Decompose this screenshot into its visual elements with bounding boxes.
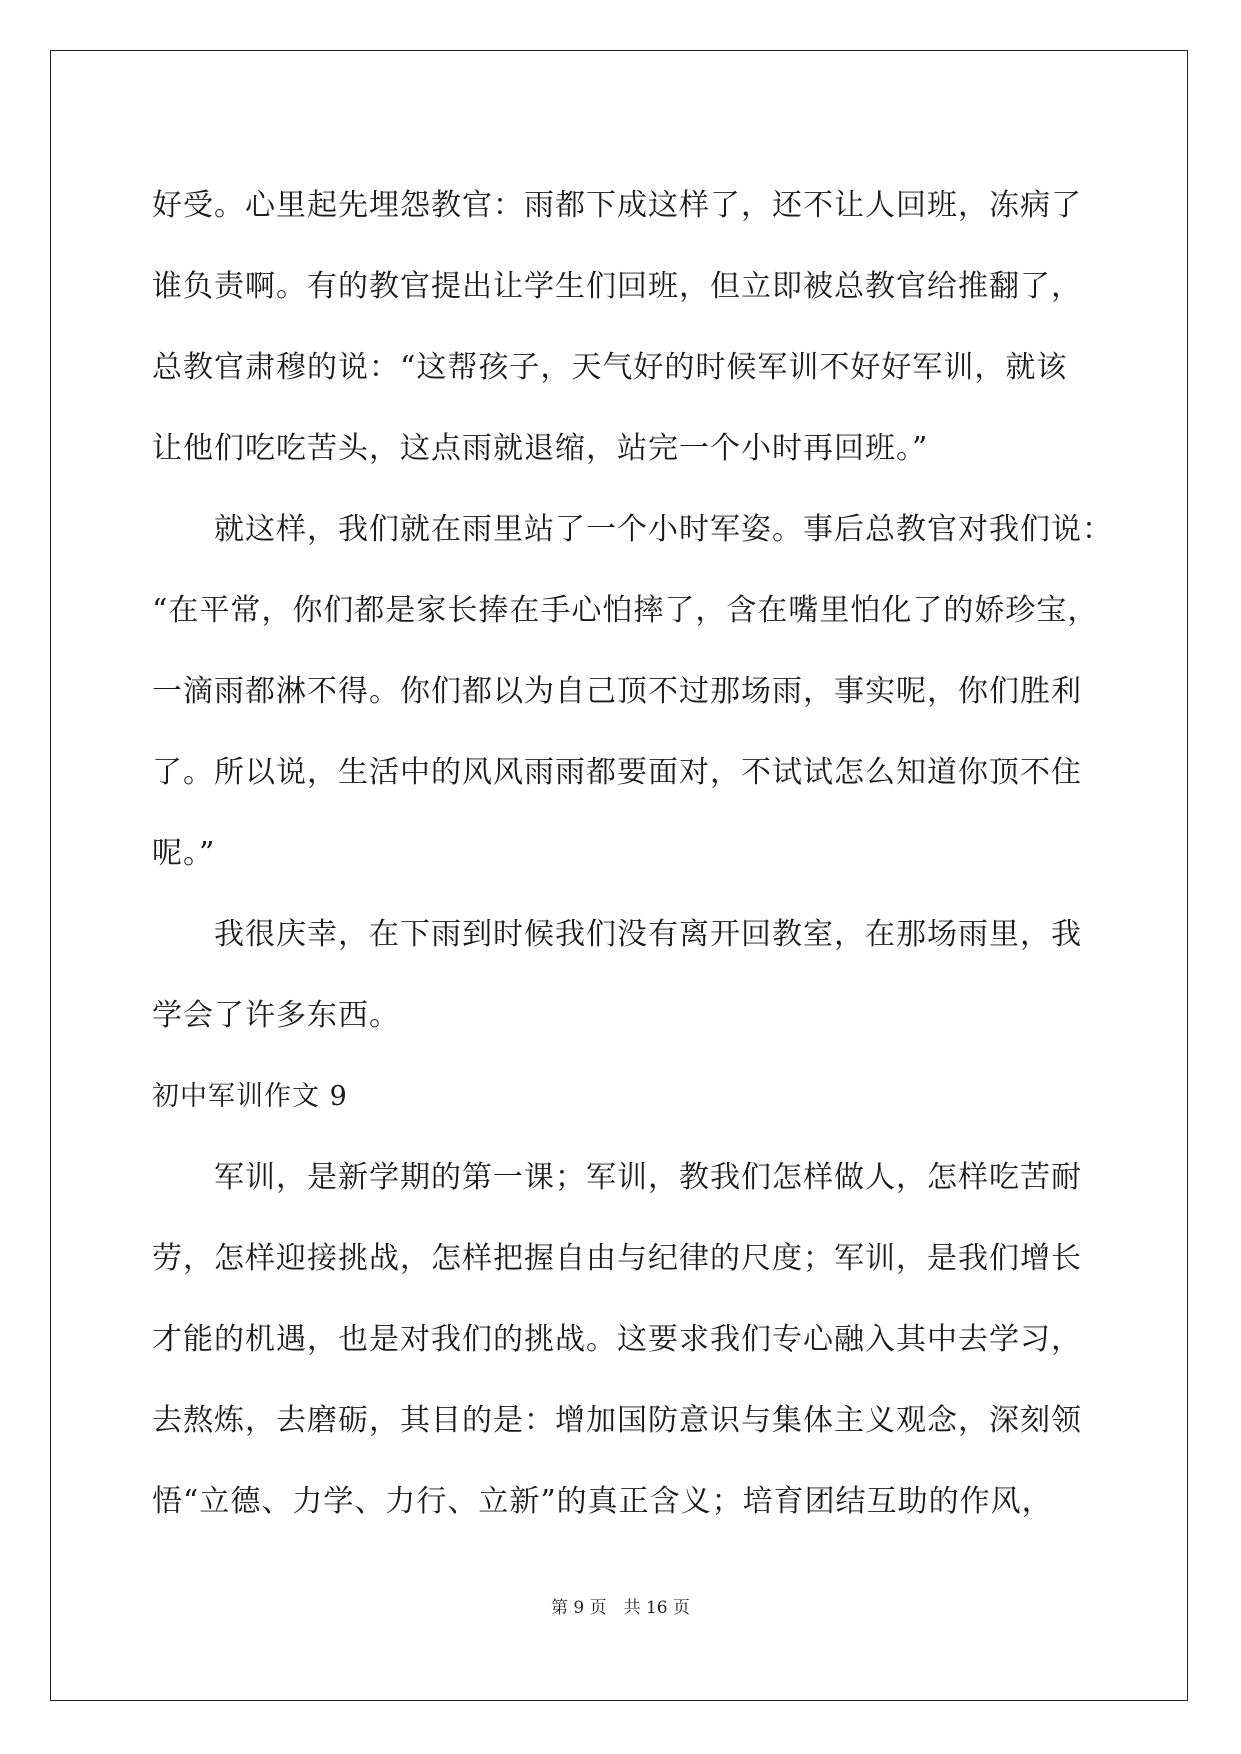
text-line: 学会了许多东西。	[152, 998, 400, 1033]
page-number-footer: 第 9 页 共 16 页	[550, 1598, 691, 1618]
section-heading: 初中军训作文 9	[152, 1081, 348, 1112]
text-line: 悟“立德、力学、力行、立新”的真正含义；培育团结互助的作风，	[152, 1484, 1053, 1519]
text-line: 总教官肃穆的说：“这帮孩子，天气好的时候军训不好好军训，就该	[152, 350, 1068, 385]
text-line: 劳，怎样迎接挑战，怎样把握自由与纪律的尺度；军训，是我们增长	[152, 1241, 1082, 1276]
paragraph-first-line: 我很庆幸，在下雨到时候我们没有离开回教室，在那场雨里，我	[214, 917, 1082, 952]
document-body	[152, 165, 1113, 1542]
paragraph-first-line: 军训，是新学期的第一课；军训，教我们怎样做人，怎样吃苦耐	[214, 1160, 1082, 1195]
text-line: 呢。”	[152, 836, 216, 871]
text-line: 才能的机遇，也是对我们的挑战。这要求我们专心融入其中去学习，	[152, 1322, 1082, 1357]
text-line: “在平常，你们都是家长捧在手心怕摔了，含在嘴里怕化了的娇珍宝，	[152, 593, 1099, 628]
text-line: 谁负责啊。有的教官提出让学生们回班，但立即被总教官给推翻了，	[152, 269, 1082, 304]
text-line: 去熬炼，去磨砺，其目的是：增加国防意识与集体主义观念，深刻领	[152, 1403, 1082, 1438]
paragraph-first-line: 就这样，我们就在雨里站了一个小时军姿。事后总教官对我们说：	[214, 512, 1113, 547]
text-line: 让他们吃吃苦头，这点雨就退缩，站完一个小时再回班。”	[152, 431, 929, 466]
text-line: 一滴雨都淋不得。你们都以为自己顶不过那场雨，事实呢，你们胜利	[152, 674, 1082, 709]
text-line: 好受。心里起先埋怨教官：雨都下成这样了，还不让人回班，冻病了	[152, 188, 1082, 223]
text-line: 了。所以说，生活中的风风雨雨都要面对，不试试怎么知道你顶不住	[152, 755, 1082, 790]
